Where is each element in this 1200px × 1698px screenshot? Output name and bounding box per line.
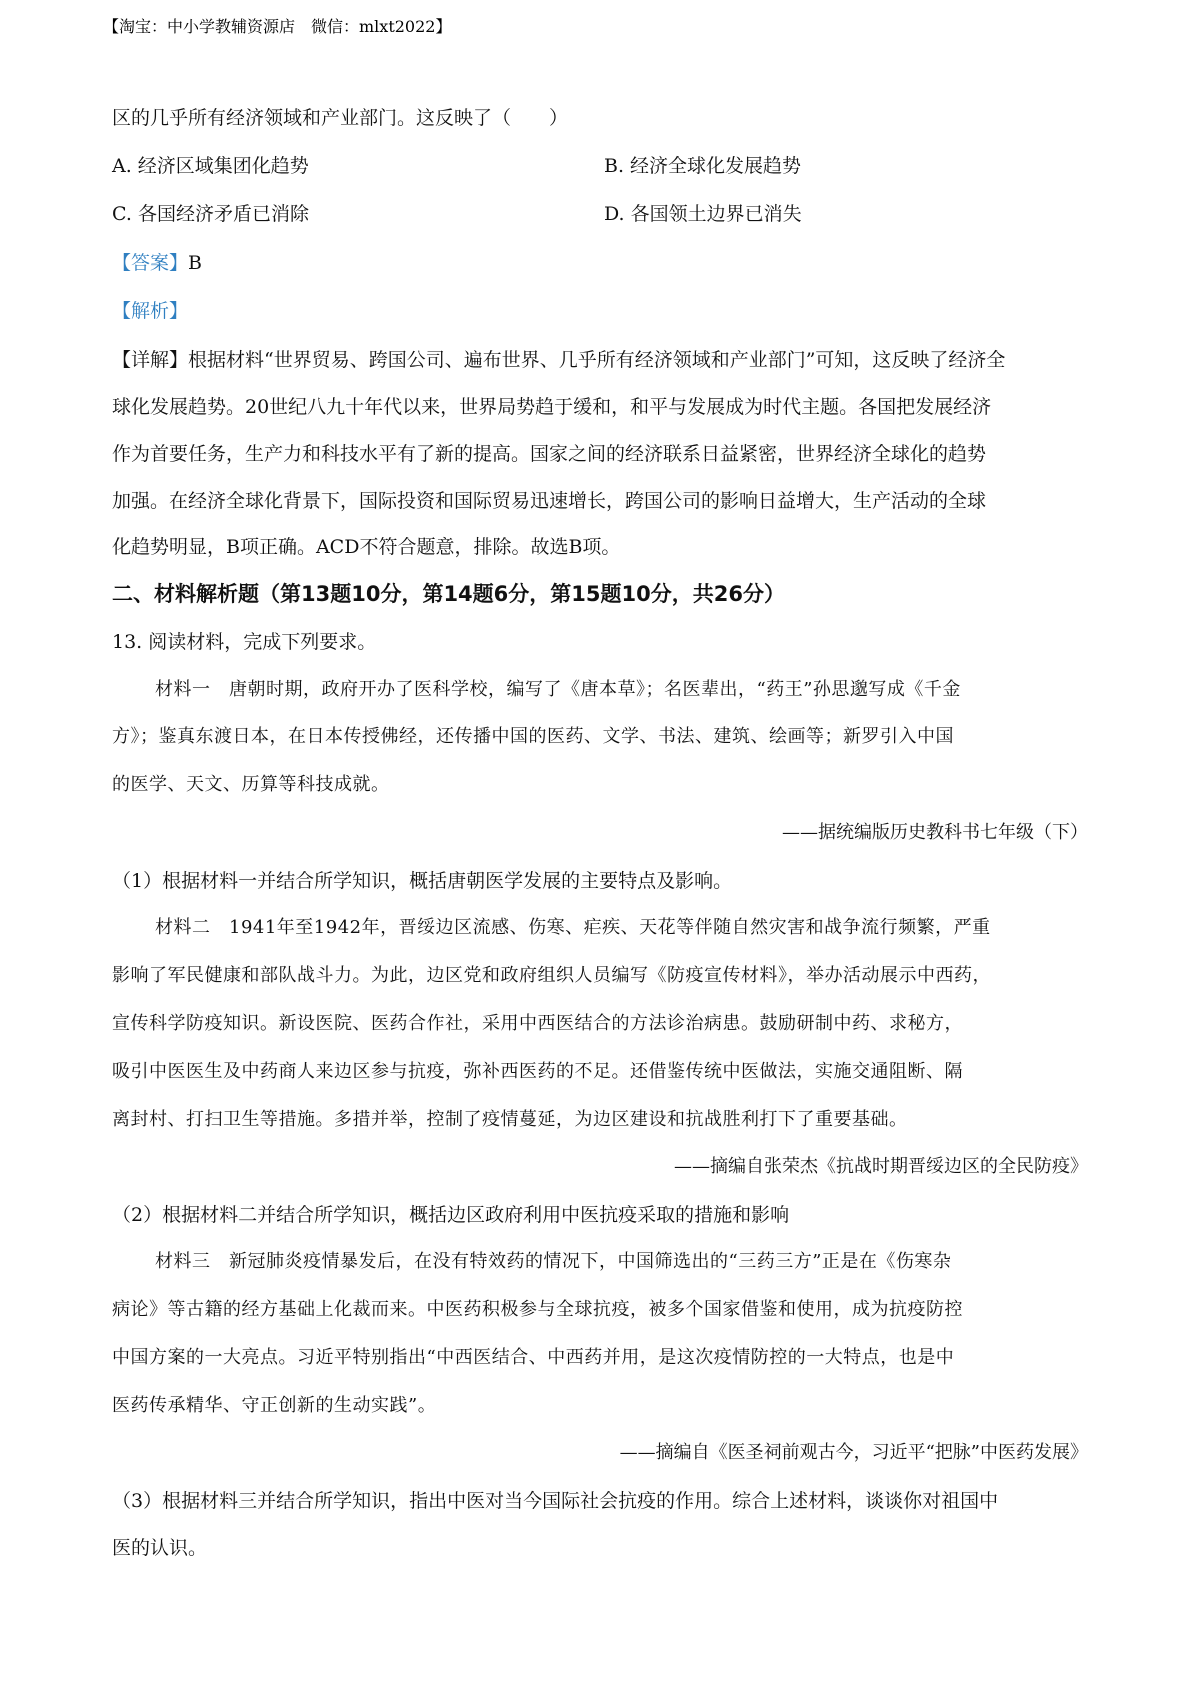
material-3-source: ——摘编自《医圣祠前观古今，习近平“把脉”中医药发展》 [619,1442,1088,1463]
material-1-line: 方》；鉴真东渡日本，在日本传授佛经，还传播中国的医药、文学、书法、建筑、绘画等；新罗引入中国 [112,726,954,747]
material-2-line: 宣传科学防疫知识。新设医院、医药合作社，采用中西医结合的方法诊治病患。鼓励研制中药、求秘方， [112,1013,963,1034]
material-3-line: 病论》等古籍的经方基础上化裁而来。中医药积极参与全球抗疫，被多个国家借鉴和使用，成为抗疫防控 [112,1299,963,1320]
material-3-line: 材料三 新冠肺炎疫情暴发后，在没有特效药的情况下，中国筛选出的“三药三方”正是在《伤寒杂 [155,1251,952,1272]
material-2-source: ——摘编自张荣杰《抗战时期晋绥边区的全民防疫》 [674,1156,1088,1177]
detail-line: 作为首要任务，生产力和科技水平有了新的提高。国家之间的经济联系日益紧密，世界经济全球化的趋势 [112,443,987,465]
option-c: C. 各国经济矛盾已消除 [112,203,309,225]
option-b: B. 经济全球化发展趋势 [604,155,802,177]
question-stem: 区的几乎所有经济领域和产业部门。这反映了（ ） [112,107,569,129]
detail-line: 化趋势明显，B项正确。ACD不符合题意，排除。故选B项。 [112,536,621,558]
material-1-line: 材料一 唐朝时期，政府开办了医科学校，编写了《唐本草》；名医辈出，“药王”孙思邈写成《千金 [155,679,961,700]
detail-line: 加强。在经济全球化背景下，国际投资和国际贸易迅速增长，跨国公司的影响日益增大，生产活动的全球 [112,490,987,512]
material-2-line: 离封村、打扫卫生等措施。多措并举，控制了疫情蔓延，为边区建设和抗战胜利打下了重要基础。 [112,1109,908,1130]
analysis-label: 【解析】 [112,300,189,322]
material-2-line: 吸引中医医生及中药商人来边区参与抗疫，弥补西医药的不足。还借鉴传统中医做法，实施交通阻断、隔 [112,1061,963,1082]
question-13-3-line: 医的认识。 [112,1537,208,1559]
material-2-line: 影响了军民健康和部队战斗力。为此，边区党和政府组织人员编写《防疫宣传材料》，举办活动展示中西药， [112,965,991,986]
material-1-line: 的医学、天文、历算等科技成就。 [112,774,390,795]
answer-value: B [188,252,202,274]
material-1-source: ——据统编版历史教科书七年级（下） [782,822,1088,843]
option-d: D. 各国领土边界已消失 [604,203,802,225]
question-13-3-line: （3）根据材料三并结合所学知识，指出中医对当今国际社会抗疫的作用。综合上述材料，谈谈你对祖国中 [112,1490,999,1512]
answer-line [112,248,202,275]
answer-label: 【答案】 [112,252,189,274]
question-13-stem: 13. 阅读材料，完成下列要求。 [112,631,377,653]
detail-line: 球化发展趋势。20世纪八九十年代以来，世界局势趋于缓和，和平与发展成为时代主题。各国把发展经济 [112,396,992,418]
material-3-line: 中国方案的一大亮点。习近平特别指出“中西医结合、中西药并用，是这次疫情防控的一大特点，也是中 [112,1347,955,1368]
detail-line: 【详解】根据材料“世界贸易、跨国公司、遍布世界、几乎所有经济领域和产业部门”可知，这反映了经济全 [112,349,1006,371]
material-2-line: 材料二 1941年至1942年，晋绥边区流感、伤寒、疟疾、天花等伴随自然灾害和战争流行频繁，严重 [155,917,991,938]
material-3-line: 医药传承精华、守正创新的生动实践”。 [112,1395,437,1416]
question-13-1: （1）根据材料一并结合所学知识，概括唐朝医学发展的主要特点及影响。 [112,870,733,892]
page-header: 【淘宝：中小学教辅资源店 微信：mlxt2022】 [103,17,452,36]
option-a: A. 经济区域集团化趋势 [112,155,309,177]
question-13-2: （2）根据材料二并结合所学知识，概括边区政府利用中医抗疫采取的措施和影响 [112,1204,790,1226]
section-title: 二、材料解析题（第13题10分，第14题6分，第15题10分，共26分） [112,582,785,606]
